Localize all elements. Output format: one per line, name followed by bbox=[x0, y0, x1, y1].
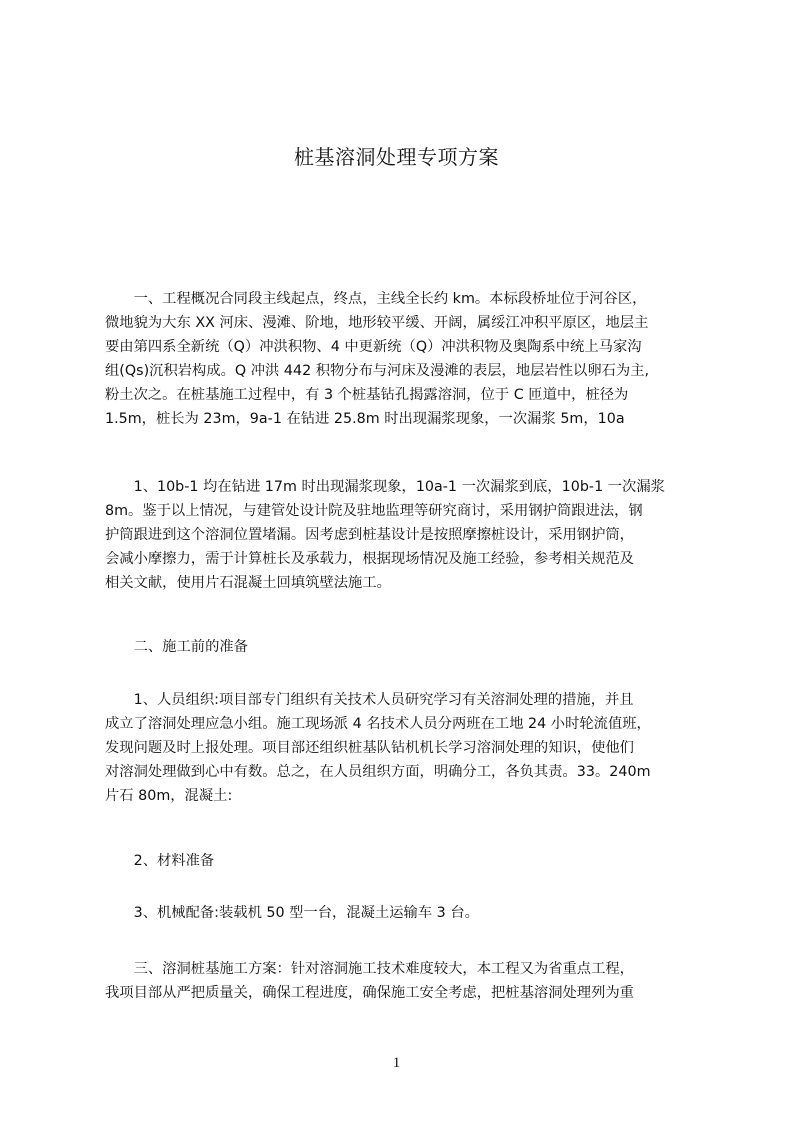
text-line: 1、人员组织:项目部专门组织有关技术人员研究学习有关溶洞处理的措施，并且 bbox=[105, 692, 634, 708]
text-line: 相关文献，使用片石混凝土回填筑壁法施工。 bbox=[105, 575, 391, 591]
text-line: 微地貌为大东 XX 河床、漫滩、阶地，地形较平缓、开阔，属绥江冲积平原区，地层主 bbox=[105, 315, 649, 331]
paragraph-leakage bbox=[105, 475, 705, 595]
text-line: 我项目部从严把质量关，确保工程进度，确保施工安全考虑，把桩基溶洞处理列为重 bbox=[105, 985, 634, 1001]
text-line: 2、材料准备 bbox=[105, 853, 215, 869]
text-line: 3、机械配备:装载机 50 型一台，混凝土运输车 3 台。 bbox=[105, 905, 479, 921]
text-line: 1.5m，桩长为 23m，9a-1 在钻进 25.8m 时出现漏浆现象，一次漏浆 5m，10a bbox=[105, 411, 625, 427]
text-line: 对溶洞处理做到心中有数。总之，在人员组织方面，明确分工，各负其责。33。240m bbox=[105, 764, 651, 780]
page-title: 桩基溶洞处理专项方案 bbox=[294, 145, 499, 169]
section-heading-materials bbox=[105, 849, 705, 873]
text-line: 发现问题及时上报处理。项目部还组织桩基队钻机机长学习溶洞处理的知识，使他们 bbox=[105, 740, 634, 756]
text-line: 一、工程概况合同段主线起点，终点，主线全长约 km。本标段桥址位于河谷区， bbox=[105, 291, 647, 307]
text-line: 组(Qs)沉积岩构成。Q 冲洪 442 积物分布与河床及漫滩的表层，地层岩性以卵石为主, bbox=[105, 363, 650, 379]
text-line: 粉土次之。在桩基施工过程中，有 3 个桩基钻孔揭露溶洞，位于 C 匝道中，桩径为 bbox=[105, 387, 629, 403]
paragraph-construction-plan bbox=[105, 957, 705, 1005]
text-line: 护筒跟进到这个溶洞位置堵漏。因考虑到桩基设计是按照摩擦桩设计，采用钢护筒， bbox=[105, 527, 634, 543]
text-line: 1、10b-1 均在钻进 17m 时出现漏浆现象，10a-1 一次漏浆到底，10b-1 一次漏浆 bbox=[105, 479, 665, 495]
text-line: 成立了溶洞处理应急小组。施工现场派 4 名技术人员分两班在工地 24 小时轮流值班， bbox=[105, 716, 651, 732]
paragraph-machinery bbox=[105, 901, 705, 925]
page-number: 1 bbox=[392, 1055, 401, 1071]
text-line: 片石 80m，混凝土: bbox=[105, 788, 233, 804]
text-line: 会减小摩擦力，需于计算桩长及承载力，根据现场情况及施工经验，参考相关规范及 bbox=[105, 551, 634, 567]
text-line: 二、施工前的准备 bbox=[105, 639, 248, 655]
section-heading-preparation bbox=[105, 635, 705, 659]
text-line: 8m。鉴于以上情况，与建管处设计院及驻地监理等研究商讨，采用钢护筒跟进法，钢 bbox=[105, 503, 643, 519]
paragraph-personnel bbox=[105, 688, 705, 808]
text-line: 要由第四系全新统（Q）冲洪积物、4 中更新统（Q）冲洪积物及奥陶系中统上马家沟 bbox=[105, 339, 642, 355]
paragraph-project-overview bbox=[105, 287, 705, 431]
text-line: 三、溶洞桩基施工方案：针对溶洞施工技术难度较大，本工程又为省重点工程， bbox=[105, 961, 634, 977]
